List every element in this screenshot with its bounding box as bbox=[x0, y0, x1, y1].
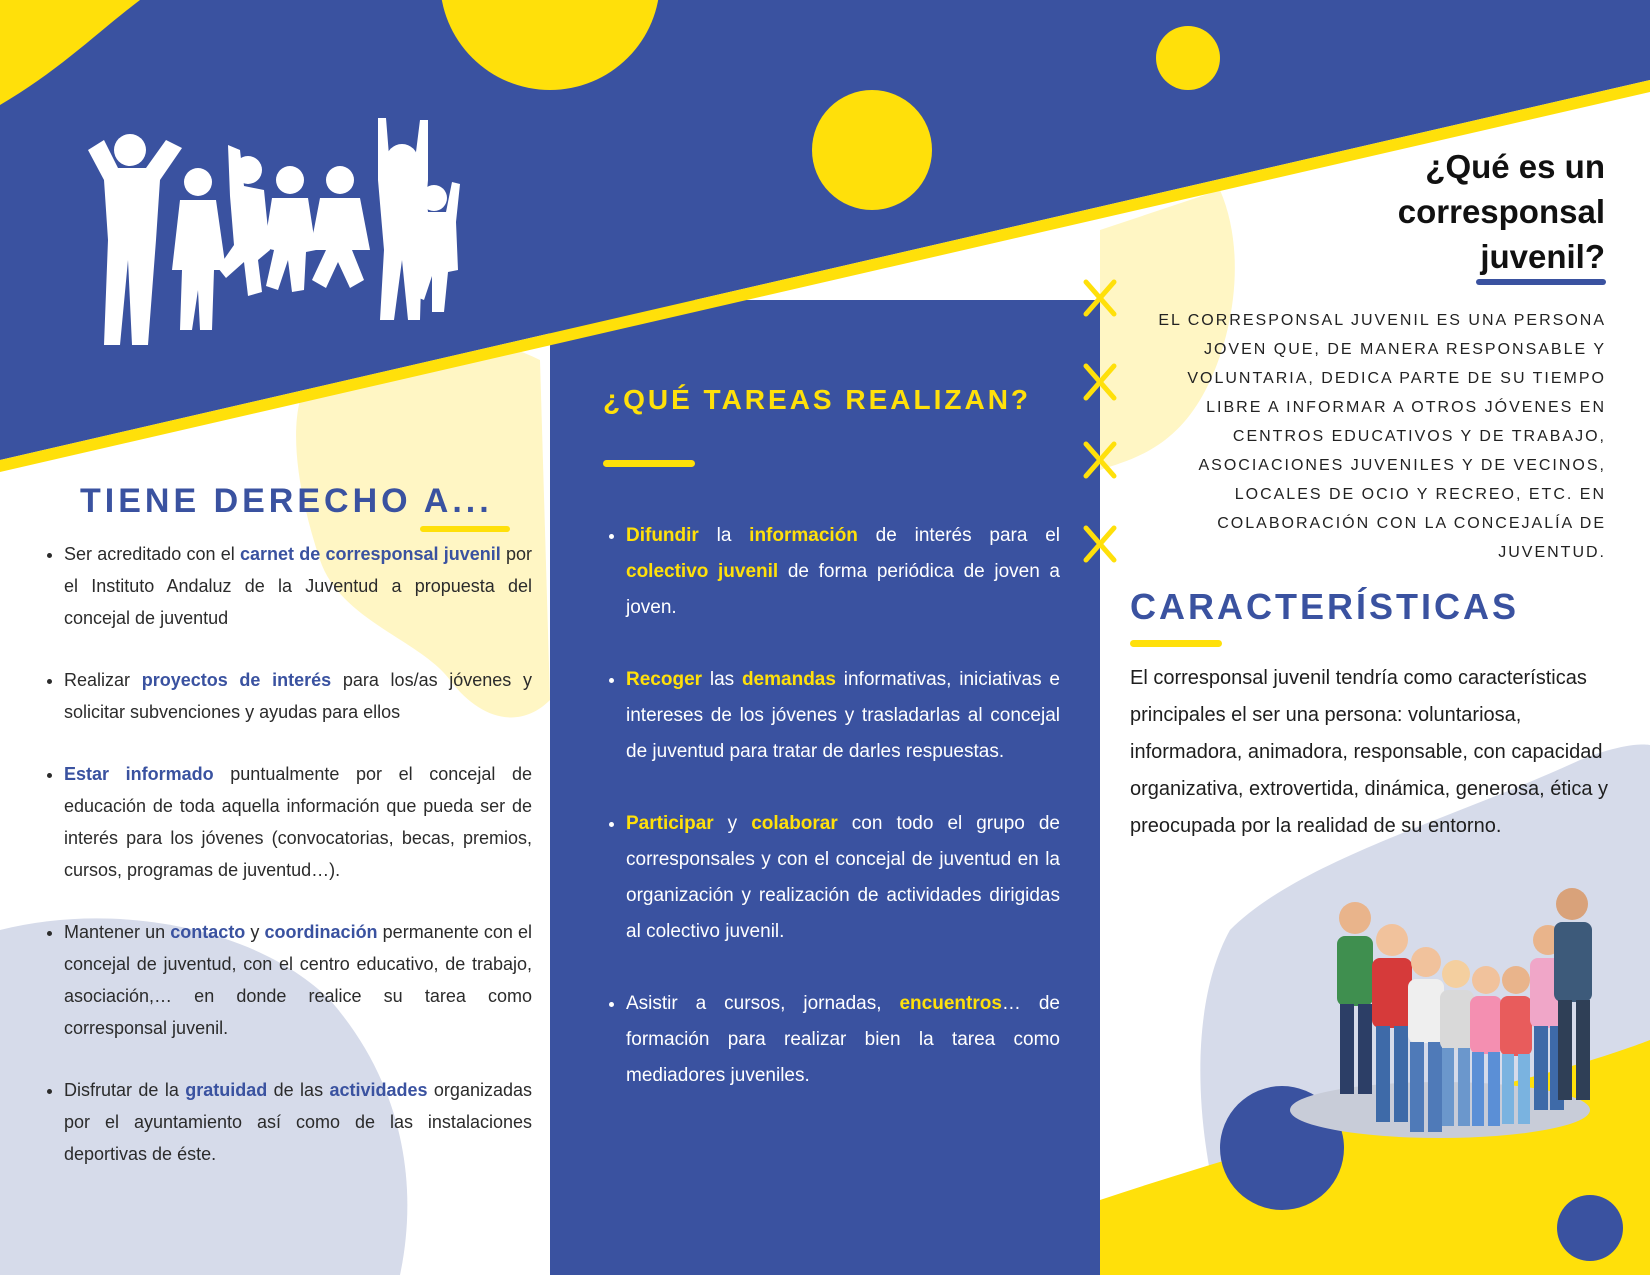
text-run: con todo el grupo de corresponsales y con el concejal de juventud en la organización y realización de actividades dirigidas al colectivo juvenil. bbox=[626, 813, 1060, 942]
left-section-title: TIENE DERECHO A... bbox=[80, 482, 493, 520]
list-item bbox=[64, 758, 532, 886]
keyword: coordinación bbox=[264, 922, 378, 942]
tasks-list bbox=[604, 518, 1060, 1130]
text-run: de forma periódica de joven a joven. bbox=[626, 561, 1060, 618]
keyword: actividades bbox=[329, 1080, 428, 1100]
characteristics-paragraph: El corresponsal juvenil tendría como características principales el ser una persona: voluntariosa, informadora, animadora, responsable, con capacidad organizativa, extrovertida, dinámica, generosa, ética y preocupada por la realidad de su entorno. bbox=[1130, 667, 1609, 837]
list-item bbox=[64, 664, 532, 728]
text-run: Disfrutar de la bbox=[64, 1080, 186, 1100]
right-title-line: corresponsal bbox=[1397, 193, 1605, 230]
keyword: proyectos de interés bbox=[141, 670, 332, 690]
keyword: carnet de corresponsal juvenil bbox=[239, 544, 501, 564]
list-item bbox=[626, 806, 1060, 950]
left-title-underline bbox=[420, 526, 510, 532]
text-run: Realizar bbox=[64, 670, 142, 690]
text-run: de las bbox=[267, 1080, 330, 1100]
right-title-underline bbox=[1476, 279, 1606, 285]
list-item bbox=[64, 1074, 532, 1170]
list-item bbox=[626, 662, 1060, 770]
middle-title-underline bbox=[603, 460, 695, 467]
text-run: informativas, iniciativas e intereses de los jóvenes y trasladarlas al concejal de juventud para tratar de darles respuestas. bbox=[626, 669, 1060, 762]
text-run: y bbox=[245, 922, 265, 942]
characteristics-title: CARACTERÍSTICAS bbox=[1130, 586, 1520, 627]
characteristics-underline bbox=[1130, 640, 1222, 647]
keyword: Difundir bbox=[626, 525, 699, 546]
keyword: Recoger bbox=[626, 669, 703, 690]
text-run: … de formación para realizar bien la tarea como mediadores juveniles. bbox=[626, 993, 1060, 1086]
blue-circle-small bbox=[1557, 1195, 1623, 1261]
keyword: información bbox=[749, 525, 858, 546]
keyword: demandas bbox=[741, 669, 836, 690]
rights-list bbox=[44, 538, 532, 1200]
text-run: permanente con el concejal de juventud, con el centro educativo, de trabajo, asociación,… en donde realice su tarea como corresponsal juvenil. bbox=[64, 922, 532, 1038]
keyword: Estar informado bbox=[64, 764, 214, 784]
right-title-line: juvenil? bbox=[1480, 238, 1605, 275]
middle-section-title: ¿QUÉ TAREAS REALIZAN? bbox=[603, 384, 1032, 415]
keyword: colectivo juvenil bbox=[626, 561, 779, 582]
list-item bbox=[626, 518, 1060, 626]
text-run: Mantener un bbox=[64, 922, 171, 942]
keyword: Participar bbox=[626, 813, 714, 834]
text-run: y bbox=[713, 813, 752, 834]
keyword: encuentros bbox=[899, 993, 1002, 1014]
text-run: organizadas por el ayuntamiento así como de las instalaciones deportivas de éste. bbox=[64, 1080, 532, 1164]
text-run: puntualmente por el concejal de educación de toda aquella información que pueda ser de interés para los jóvenes (convocatorias, becas, premios, cursos, programas de juventud…). bbox=[64, 764, 532, 880]
text-run: por el Instituto Andaluz de la Juventud a propuesta del concejal de juventud bbox=[64, 544, 532, 628]
text-run: Asistir a cursos, jornadas, bbox=[626, 993, 900, 1014]
list-item bbox=[64, 916, 532, 1044]
yellow-circle-small bbox=[1156, 26, 1220, 90]
keyword: contacto bbox=[170, 922, 246, 942]
right-section-title bbox=[1300, 144, 1605, 279]
definition-paragraph: EL CORRESPONSAL JUVENIL ES UNA PERSONA JOVEN QUE, DE MANERA RESPONSABLE Y VOLUNTARIA, DEDICA PARTE DE SU TIEMPO LIBRE A INFORMAR A OTROS JÓVENES EN CENTROS EDUCATIVOS Y DE TRABAJO, ASOCIACIONES JUVENILES Y DE VECINOS, LOCALES DE OCIO Y RECREO, ETC. EN COLABORACIÓN CON LA CONCEJALÍA DE JUVENTUD. bbox=[1158, 312, 1606, 561]
right-title-line: ¿Qué es un bbox=[1425, 148, 1605, 185]
text-run: la bbox=[698, 525, 750, 546]
text-run: para los/as jóvenes y solicitar subvenciones y ayudas para ellos bbox=[64, 670, 532, 722]
list-item bbox=[64, 538, 532, 634]
text-run: Ser acreditado con el bbox=[64, 544, 240, 564]
list-item bbox=[626, 986, 1060, 1094]
keyword: colaborar bbox=[751, 813, 838, 834]
text-run: de interés para el bbox=[857, 525, 1060, 546]
yellow-circle-medium bbox=[812, 90, 932, 210]
text-run: las bbox=[702, 669, 742, 690]
keyword: gratuidad bbox=[185, 1080, 268, 1100]
